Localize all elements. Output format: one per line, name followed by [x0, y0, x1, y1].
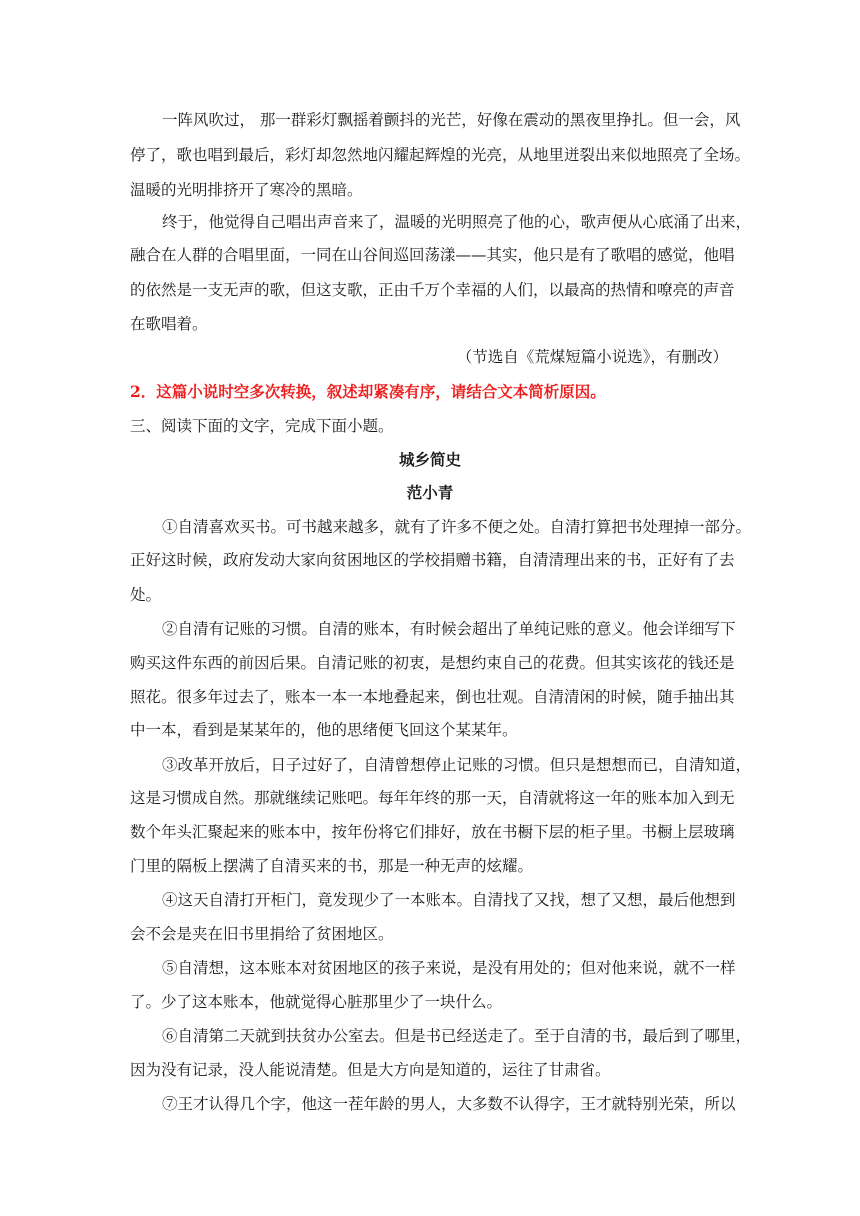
- story-p5-line2: 了。少了这本账本，他就觉得心脏那里少了一块什么。: [130, 993, 503, 1011]
- passage1-source: （节选自《荒煤短篇小说选》，有删改）: [456, 348, 728, 366]
- story-p3-line2: 这是习惯成自然。那就继续记账吧。每年年终的那一天，自清就将这一年的账本加入到无: [130, 789, 735, 807]
- story-p6-line2: 因为没有记录，没人能说清楚。但是大方向是知道的，运往了甘肃省。: [130, 1061, 611, 1079]
- story-p4-line1: ④这天自清打开柜门，竟发现少了一本账本。自清找了又找，想了又想，最后他想到: [162, 891, 736, 909]
- story-p1-line3: 处。: [130, 586, 162, 604]
- story-p1-line2: 正好这时候，政府发动大家向贫困地区的学校捐赠书籍，自清清理出来的书，正好有了去: [130, 551, 735, 569]
- passage1-p2-line4: 在歌唱着。: [130, 315, 208, 333]
- story-p5-line1: ⑤自清想，这本账本对贫困地区的孩子来说，是没有用处的；但对他来说，就不一样: [162, 959, 736, 977]
- story-p2-line4: 中一本，看到是某某年的，他的思绪便飞回这个某某年。: [130, 721, 518, 739]
- story-p3-line4: 门里的隔板上摆满了自清买来的书，那是一种无声的炫耀。: [130, 857, 534, 875]
- story-p3-line1: ③改革开放后，日子过好了，自清曾想停止记账的习惯。但只是想想而已，自清知道，: [162, 756, 752, 774]
- story-p3-line3: 数个年头汇聚起来的账本中，按年份将它们排好，放在书橱下层的柜子里。书橱上层玻璃: [130, 823, 735, 841]
- story-p6-line1: ⑥自清第二天就到扶贫办公室去。但是书已经送走了。至于自清的书，最后到了哪里，: [162, 1027, 752, 1045]
- question-2: 2．这篇小说时空多次转换，叙述却紧凑有序，请结合文本简析原因。: [130, 382, 606, 401]
- story-p2-line2: 购买这件东西的前因后果。自清记账的初衷，是想约束自己的花费。但其实该花的钱还是: [130, 654, 735, 672]
- passage1-p1-line1: 一阵风吹过， 那一群彩灯飘摇着颤抖的光芒，好像在震动的黑夜里挣扎。但一会，风: [162, 111, 741, 129]
- passage1-p2-line3: 的依然是一支无声的歌，但这支歌，正由千万个幸福的人们，以最高的热情和嘹亮的声音: [130, 281, 735, 299]
- story-p2-line3: 照花。很多年过去了，账本一本一本地叠起来，倒也壮观。自清清闲的时候，随手抽出其: [130, 688, 735, 706]
- story-p1-line1: ①自清喜欢买书。可书越来越多，就有了许多不便之处。自清打算把书处理掉一部分。: [162, 518, 752, 536]
- passage1-p1-line2: 停了，歌也唱到最后，彩灯却忽然地闪耀起辉煌的光亮，从地里迸裂出来似地照亮了全场。: [130, 146, 751, 164]
- story-p2-line1: ②自清有记账的习惯。自清的账本，有时候会超出了单纯记账的意义。他会详细写下: [162, 620, 736, 638]
- passage1-p1-line3: 温暖的光明排挤开了寒冷的黑暗。: [130, 181, 363, 199]
- story-p4-line2: 会不会是夹在旧书里捐给了贫困地区。: [130, 925, 394, 943]
- story-p7-line1: ⑦王才认得几个字，他这一茬年龄的男人，大多数不认得字，王才就特别光荣，所以: [162, 1095, 736, 1113]
- section3-heading: 三、阅读下面的文字，完成下面小题。: [130, 417, 394, 435]
- story-title: 城乡简史: [398, 450, 461, 469]
- story-author: 范小青: [406, 483, 454, 502]
- passage1-p2-line2: 融合在人群的合唱里面，一同在山谷间巡回荡漾——其实，他只是有了歌唱的感觉，他唱: [130, 246, 735, 264]
- passage1-p2-line1: 终于，他觉得自己唱出声音来了，温暖的光明照亮了他的心，歌声便从心底涌了出来，: [162, 213, 752, 231]
